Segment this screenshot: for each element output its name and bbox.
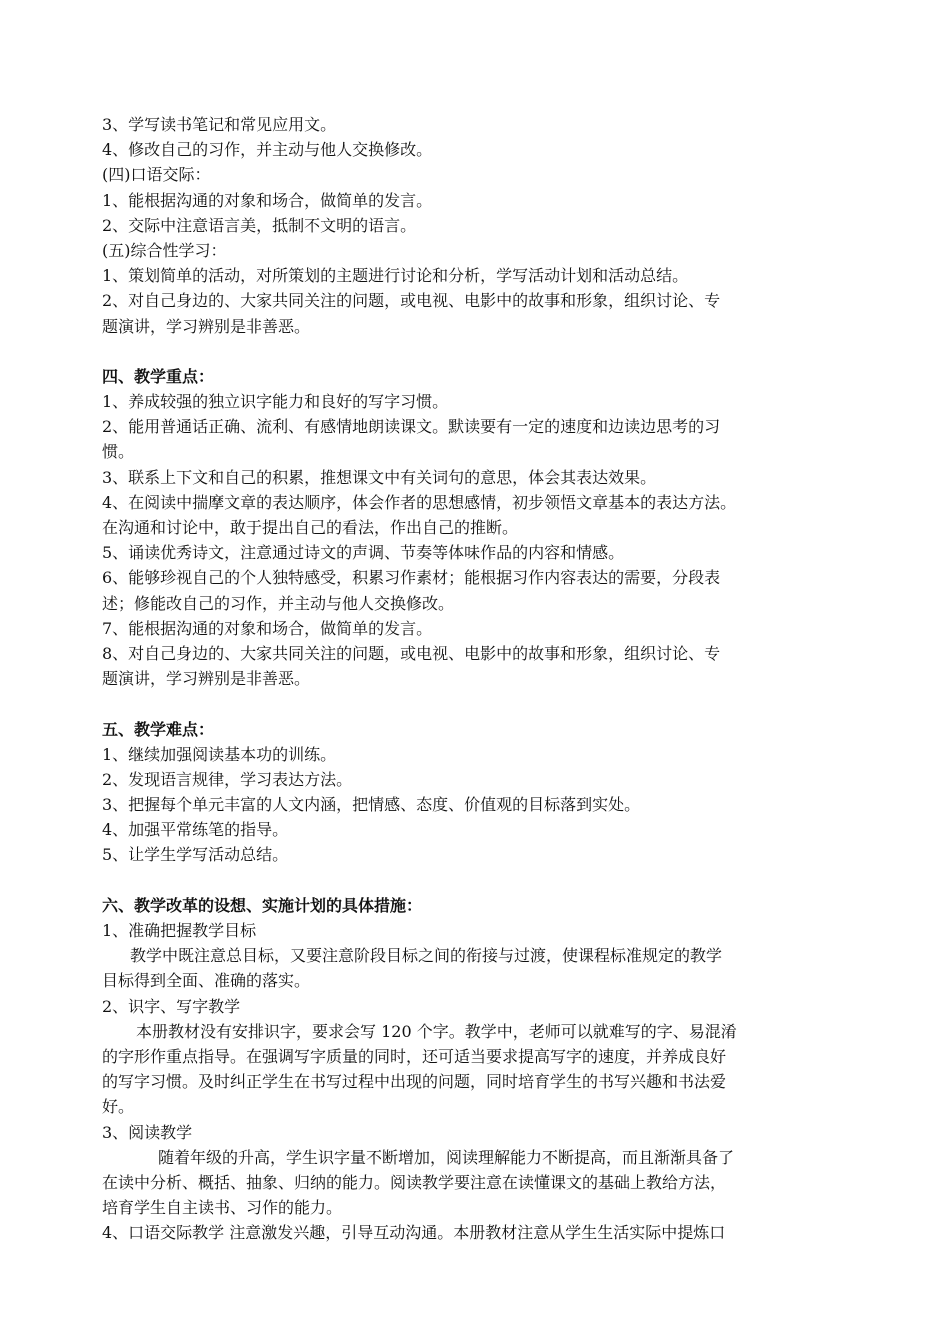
blank-line [102,339,862,364]
text-line: 题演讲，学习辨别是非善恶。 [102,316,311,336]
section-heading-teaching-focus: 四、教学重点： [102,366,215,386]
text-line: 6、能够珍视自己的个人独特感受，积累习作素材；能根据习作内容表达的需要，分段表 [102,568,721,588]
text-line: 题演讲，学习辨别是非善恶。 [102,669,311,689]
text-line: 的字形作重点指导。在强调写字质量的同时，还可适当要求提高写字的速度，并养成良好 [102,1046,727,1066]
text-line: 在沟通和讨论中，敢于提出自己的看法，作出自己的推断。 [102,518,519,537]
section-heading-teaching-difficulties: 五、教学难点： [102,719,215,739]
text-line: 4、修改自己的习作，并主动与他人交换修改。 [102,140,433,160]
subsection-title: (五)综合性学习： [102,240,227,260]
text-line: 2、识字、写字教学 [102,996,241,1016]
text-line: 3、学写读书笔记和常见应用文。 [102,115,337,134]
text-line: 的写字习惯。及时纠正学生在书写过程中出现的问题，同时培育学生的书写兴趣和书法爱 [102,1072,727,1092]
text-line: 1、准确把握教学目标 [102,921,257,940]
text-line: 在读中分析、概括、抽象、归纳的能力。阅读教学要注意在读懂课文的基础上教给方法， [102,1172,727,1192]
text-line: 5、诵读优秀诗文，注意通过诗文的声调、节奏等体味作品的内容和情感。 [102,543,625,563]
subsection-title: (四)口语交际： [102,165,211,185]
text-line: 1、继续加强阅读基本功的训练。 [102,744,337,764]
paragraph-line: 教学中既注意总目标，又要注意阶段目标之间的衔接与过渡，使课程标准规定的教学 [130,946,723,966]
text-line: 2、发现语言规律，学习表达方法。 [102,769,353,789]
text-line: 8、对自己身边的、大家共同关注的问题，或电视、电影中的故事和形象，组织讨论、专 [102,643,721,663]
text-line: 2、能用普通话正确、流利、有感情地朗读课文。默读要有一定的速度和边读边思考的习 [102,417,721,437]
paragraph-line: 本册教材没有安排识字，要求会写 120 个字。教学中，老师可以就难写的字、易混淆 [136,1021,737,1041]
blank-line [102,868,862,893]
text-line: 目标得到全面、准确的落实。 [102,971,311,991]
blank-line [102,691,862,716]
text-line: 2、交际中注意语言美，抵制不文明的语言。 [102,215,417,235]
text-line: 述；修能改自己的习作，并主动与他人交换修改。 [102,593,455,613]
text-line: 3、联系上下文和自己的积累，推想课文中有关词句的意思，体会其表达效果。 [102,467,657,487]
text-line: 1、养成较强的独立识字能力和良好的写字习惯。 [102,392,449,412]
text-line: 2、对自己身边的、大家共同关注的问题，或电视、电影中的故事和形象，组织讨论、专 [102,291,721,311]
text-line: 4、口语交际教学 注意激发兴趣，引导互动沟通。本册教材注意从学生生活实际中提炼口 [102,1223,726,1243]
text-line: 3、阅读教学 [102,1122,193,1142]
text-line: 4、在阅读中揣摩文章的表达顺序，体会作者的思想感情，初步领悟文章基本的表达方法。 [102,492,737,512]
text-line: 好。 [102,1097,135,1117]
section-heading-reform-measures: 六、教学改革的设想、实施计划的具体措施： [102,895,423,915]
text-line: 惯。 [102,442,135,462]
text-line: 7、能根据沟通的对象和场合，做简单的发言。 [102,618,433,638]
text-line: 培育学生自主读书、习作的能力。 [102,1198,343,1218]
paragraph-line: 随着年级的升高，学生识字量不断增加，阅读理解能力不断提高，而且渐渐具备了 [158,1147,735,1167]
text-line: 3、把握每个单元丰富的人文内涵，把情感、态度、价值观的目标落到实处。 [102,795,641,815]
text-line: 5、让学生学写活动总结。 [102,845,289,865]
text-line: 4、加强平常练笔的指导。 [102,820,289,840]
text-line: 1、策划简单的活动，对所策划的主题进行讨论和分析，学写活动计划和活动总结。 [102,266,689,286]
document-page [102,112,862,1245]
text-line: 1、能根据沟通的对象和场合，做简单的发言。 [102,190,433,210]
